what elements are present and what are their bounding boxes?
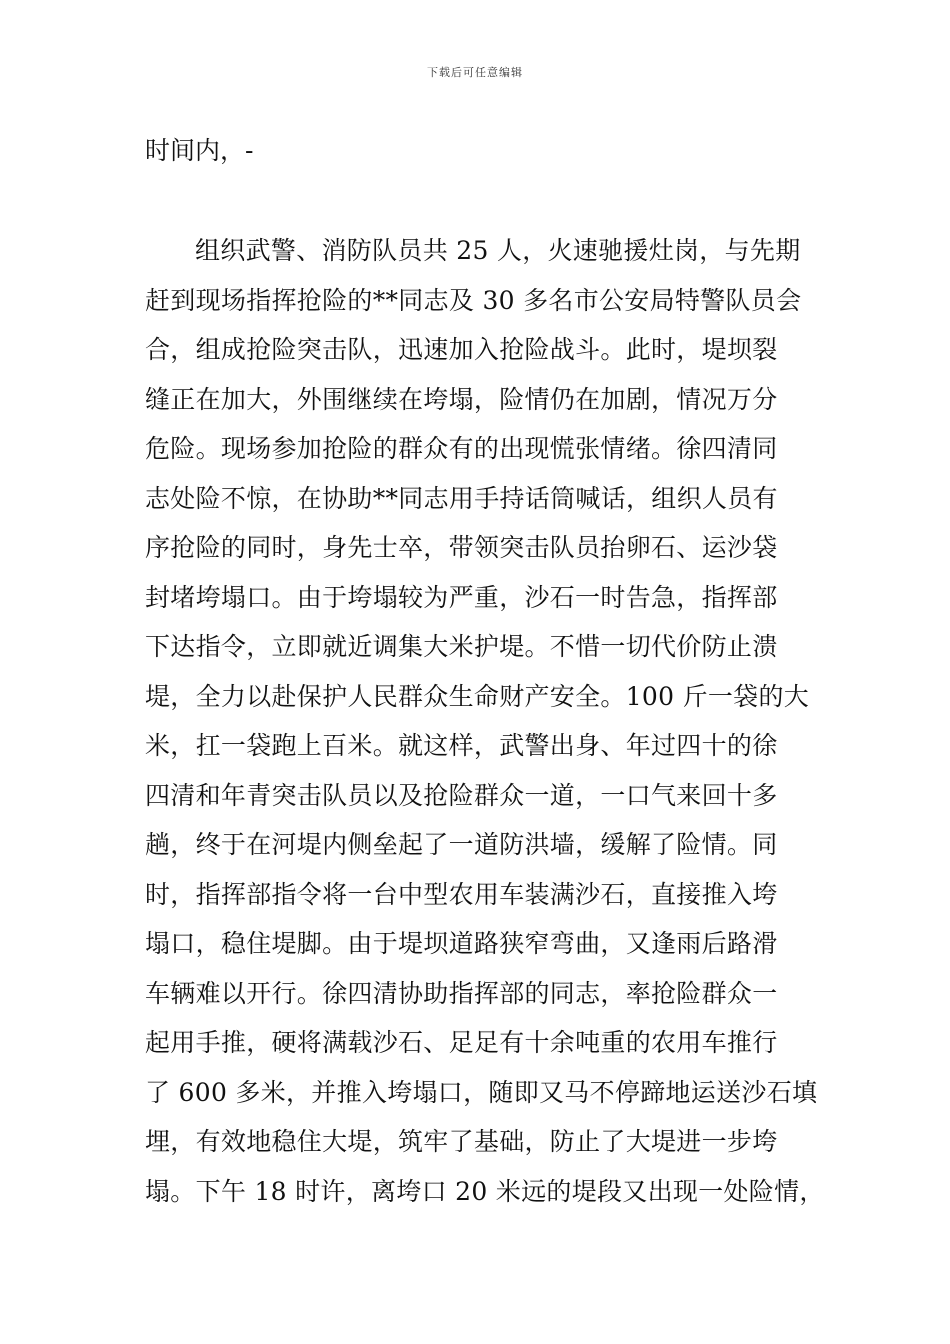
paragraph-line: 塌口，稳住堤脚。由于堤坝道路狭窄弯曲，又逢雨后路滑 xyxy=(145,929,778,958)
paragraph-line: 组织武警、消防队员共 25 人，火速驰援灶岗，与先期 xyxy=(195,236,801,265)
paragraph-line: 志处险不惊，在协助**同志用手持话筒喊话，组织人员有 xyxy=(145,483,778,513)
paragraph-line: 起用手推，硬将满载沙石、足足有十余吨重的农用车推行 xyxy=(145,1028,778,1057)
paragraph-line: 封堵垮塌口。由于垮塌较为严重，沙石一时告急，指挥部 xyxy=(145,582,778,612)
continuation-line: 时间内，- xyxy=(145,136,254,165)
paragraph-line: 米，扛一袋跑上百米。就这样，武警出身、年过四十的徐 xyxy=(145,731,778,760)
paragraph-line: 埋，有效地稳住大堤，筑牢了基础，防止了大堤进一步垮 xyxy=(145,1127,778,1156)
paragraph-line: 了 600 多米，并推入垮塌口，随即又马不停蹄地运送沙石填 xyxy=(145,1077,818,1107)
paragraph-line: 塌。下午 18 时许，离垮口 20 米远的堤段又出现一处险情， xyxy=(145,1176,825,1206)
page-header: 下载后可任意编辑 xyxy=(427,66,523,79)
paragraph-line: 四清和年青突击队员以及抢险群众一道，一口气来回十多 xyxy=(145,780,778,810)
paragraph-line: 赶到现场指挥抢险的**同志及 30 多名市公安局特警队员会 xyxy=(145,285,802,315)
paragraph-line: 危险。现场参加抢险的群众有的出现慌张情绪。徐四清同 xyxy=(145,434,778,463)
paragraph-line: 合，组成抢险突击队，迅速加入抢险战斗。此时，堤坝裂 xyxy=(145,335,778,364)
paragraph-line: 下达指令，立即就近调集大米护堤。不惜一切代价防止溃 xyxy=(145,632,778,661)
body-paragraph xyxy=(145,226,825,1216)
paragraph-line: 车辆难以开行。徐四清协助指挥部的同志，率抢险群众一 xyxy=(145,978,778,1008)
paragraph-line: 序抢险的同时，身先士卒，带领突击队员抬卵石、运沙袋 xyxy=(145,533,778,562)
paragraph-line: 时，指挥部指令将一台中型农用车装满沙石，直接推入垮 xyxy=(145,879,778,909)
paragraph-line: 趟，终于在河堤内侧垒起了一道防洪墙，缓解了险情。同 xyxy=(145,830,778,859)
paragraph-line: 堤，全力以赴保护人民群众生命财产安全。100 斤一袋的大 xyxy=(145,681,810,711)
paragraph-line: 缝正在加大，外围继续在垮塌，险情仍在加剧，情况万分 xyxy=(145,384,778,414)
